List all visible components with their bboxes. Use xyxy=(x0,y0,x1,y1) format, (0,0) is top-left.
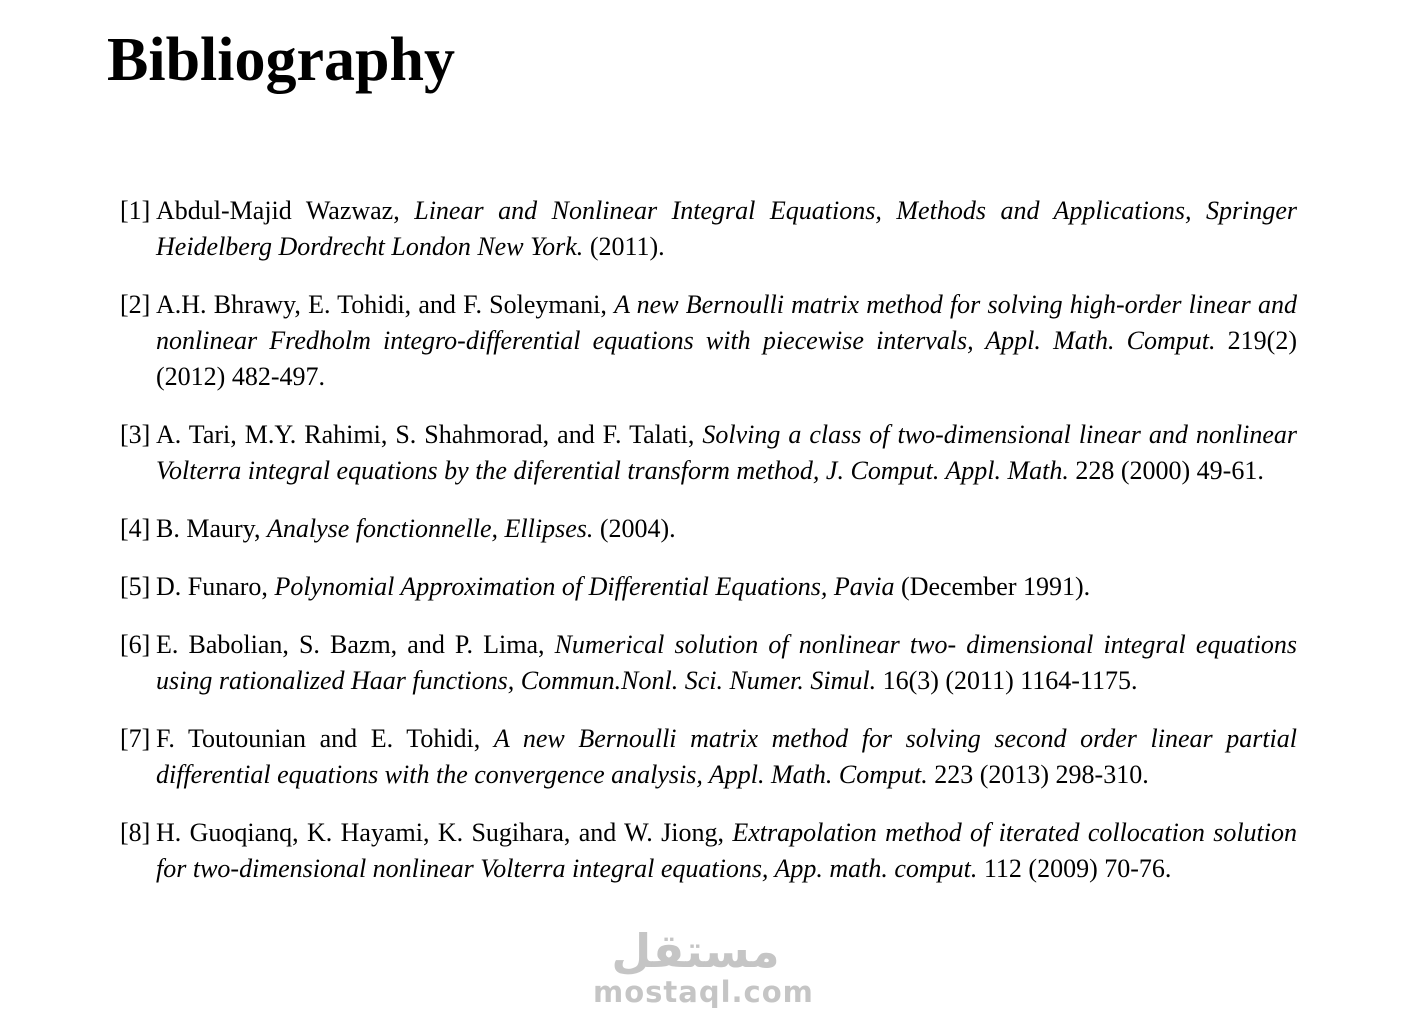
reference-plain-segment: (2004). xyxy=(593,514,676,543)
reference-number: [3] xyxy=(120,420,151,449)
reference-number: [5] xyxy=(120,572,151,601)
reference-item xyxy=(120,627,1297,699)
reference-plain-segment: 112 (2009) 70-76. xyxy=(977,854,1172,883)
reference-item xyxy=(120,815,1297,887)
watermark-logo-arabic: مستقل xyxy=(611,924,780,978)
reference-plain-segment: H. Guoqianq, K. Hayami, K. Sugihara, and W. Jiong, xyxy=(156,818,733,847)
reference-list xyxy=(120,193,1297,909)
reference-text xyxy=(156,627,1297,699)
reference-text xyxy=(156,815,1297,887)
reference-plain-segment: A.H. Bhrawy, E. Tohidi, and F. Soleymani, xyxy=(156,290,615,319)
reference-title-segment: Analyse fonctionnelle, Ellipses. xyxy=(266,514,594,543)
reference-number: [2] xyxy=(120,290,151,319)
reference-number: [1] xyxy=(120,196,151,225)
reference-plain-segment: F. Toutounian and E. Tohidi, xyxy=(156,724,494,753)
reference-plain-segment: D. Funaro, xyxy=(156,572,275,601)
watermark xyxy=(593,924,814,1009)
reference-text xyxy=(156,511,1297,547)
reference-title-segment: Solving a class of two-dimensional linear and nonlinear Volterra integral equations by the diferential transform method, J. Comput. Appl. Math. xyxy=(156,420,1297,485)
reference-plain-segment: B. Maury, xyxy=(156,514,267,543)
reference-plain-segment: 16(3) (2011) 1164-1175. xyxy=(876,666,1138,695)
reference-number: [7] xyxy=(120,724,151,753)
reference-plain-segment: 223 (2013) 298-310. xyxy=(927,760,1149,789)
reference-item xyxy=(120,287,1297,395)
reference-text xyxy=(156,569,1297,605)
reference-plain-segment: (December 1991). xyxy=(894,572,1091,601)
reference-item xyxy=(120,569,1297,605)
reference-plain-segment: 228 (2000) 49-61. xyxy=(1068,456,1264,485)
reference-item xyxy=(120,721,1297,793)
reference-title-segment: Extrapolation method of iterated collocation solution for two-dimensional nonlinear Volterra integral equations, App. math. comput. xyxy=(156,818,1297,883)
reference-title-segment: A new Bernoulli matrix method for solving second order linear partial differential equations with the convergence analysis, Appl. Math. Comput. xyxy=(156,724,1297,789)
reference-item xyxy=(120,417,1297,489)
page-title: Bibliography xyxy=(107,26,455,94)
reference-title-segment: Polynomial Approximation of Differential Equations, Pavia xyxy=(274,572,895,601)
reference-number: [6] xyxy=(120,630,151,659)
reference-number: [8] xyxy=(120,818,151,847)
reference-plain-segment: E. Babolian, S. Bazm, and P. Lima, xyxy=(156,630,555,659)
reference-text xyxy=(156,417,1297,489)
reference-text xyxy=(156,193,1297,265)
reference-plain-segment: A. Tari, M.Y. Rahimi, S. Shahmorad, and F. Talati, xyxy=(156,420,703,449)
reference-title-segment: A new Bernoulli matrix method for solving high-order linear and nonlinear Fredholm integro-differential equations with piecewise intervals, Appl. Math. Comput. xyxy=(156,290,1297,355)
watermark-domain-text: mostaql.com xyxy=(593,974,814,1009)
reference-title-segment: Linear and Nonlinear Integral Equations, Methods and Applications, Springer Heidelberg Dordrecht London New York. xyxy=(156,196,1297,261)
reference-item xyxy=(120,193,1297,265)
reference-text xyxy=(156,287,1297,395)
reference-number: [4] xyxy=(120,514,151,543)
reference-plain-segment: (2011). xyxy=(583,232,665,261)
reference-text xyxy=(156,721,1297,793)
reference-title-segment: Numerical solution of nonlinear two- dimensional integral equations using rationalized Haar functions, Commun.Nonl. Sci. Numer. Simul. xyxy=(156,630,1297,695)
reference-plain-segment: 219(2) (2012) 482-497. xyxy=(156,326,1297,391)
reference-item xyxy=(120,511,1297,547)
reference-plain-segment: Abdul-Majid Wazwaz, xyxy=(156,196,415,225)
